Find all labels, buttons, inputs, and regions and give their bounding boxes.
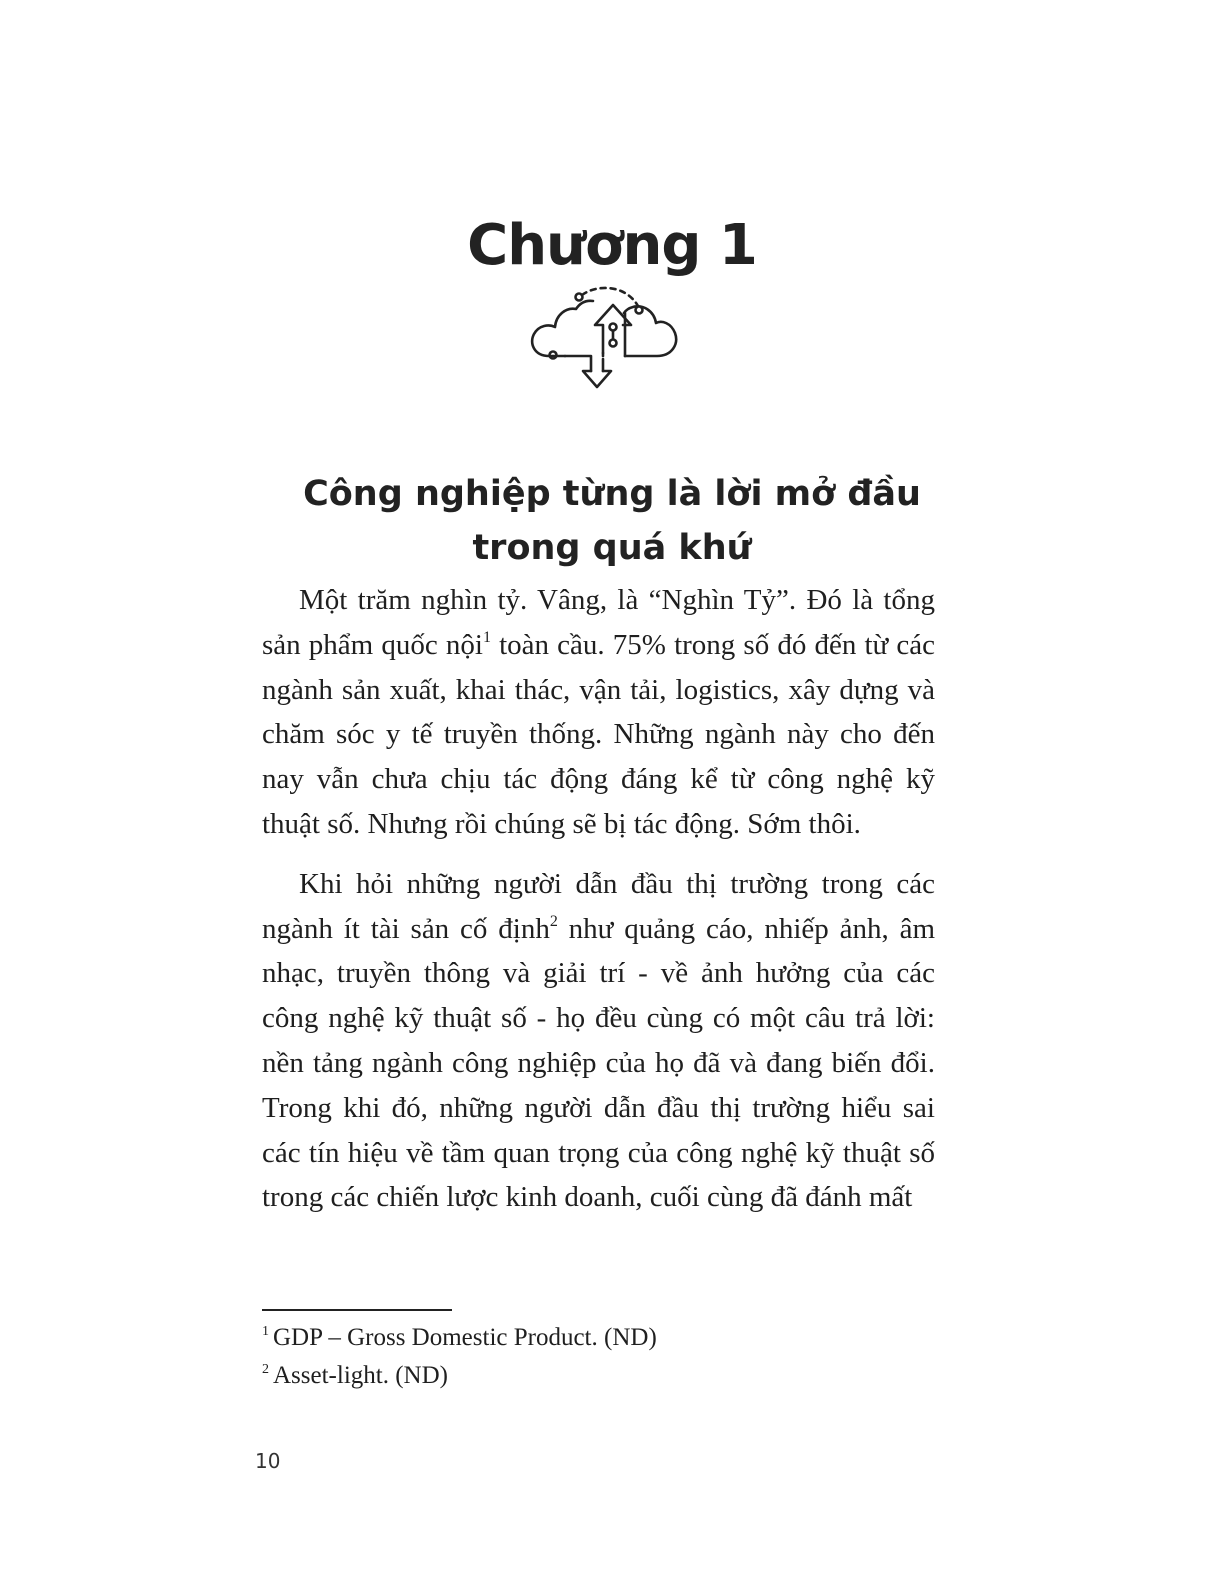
paragraph-1 bbox=[262, 578, 935, 847]
footnote-mark-2: 2 bbox=[262, 1362, 269, 1377]
footnote-2 bbox=[262, 1357, 935, 1395]
section-heading-line-1: Công nghiệp từng là lời mở đầu bbox=[303, 474, 921, 515]
footnote-divider bbox=[262, 1309, 452, 1311]
chapter-title: Chương 1 bbox=[467, 212, 757, 278]
footnote-text-1: GDP – Gross Domestic Product. (ND) bbox=[273, 1324, 657, 1351]
cloud-upload-download-icon bbox=[525, 283, 685, 395]
page-number: 10 bbox=[255, 1449, 281, 1473]
footnote-1 bbox=[262, 1319, 935, 1357]
body-text bbox=[262, 578, 935, 1220]
section-heading-line-2: trong quá khứ bbox=[472, 528, 752, 569]
footnotes bbox=[262, 1319, 935, 1395]
section-heading bbox=[200, 467, 1024, 575]
footnote-ref-1[interactable]: 1 bbox=[482, 628, 491, 646]
footnote-text-2: Asset-light. (ND) bbox=[273, 1362, 448, 1389]
paragraph-2-text-b: như quảng cáo, nhiếp ảnh, âm nhạc, truyền thông và giải trí - về ảnh hưởng của các công nghệ kỹ thuật số - họ đều cùng có một câu trả lời: nền tảng ngành công nghiệp của họ đã và đang biến đổi. Trong khi đó, những người dẫn đầu thị trường hiểu sai các tín hiệu về tầm quan trọng của công nghệ kỹ thuật số trong các chiến lược kinh doanh, cuối cùng đã đánh mất bbox=[262, 912, 936, 1214]
paragraph-1-text-b: toàn cầu. 75% trong số đó đến từ các ngành sản xuất, khai thác, vận tải, logistics, xây dựng và chăm sóc y tế truyền thống. Những ngành này cho đến nay vẫn chưa chịu tác động đáng kể từ công nghệ kỹ thuật số. Nhưng rồi chúng sẽ bị tác động. Sớm thôi. bbox=[262, 628, 936, 840]
paragraph-2 bbox=[262, 862, 935, 1220]
footnote-mark-1: 1 bbox=[262, 1324, 269, 1339]
paragraph-2-text-a: Khi hỏi những người dẫn đầu thị trường trong các ngành ít tài sản cố định bbox=[262, 867, 935, 945]
footnote-ref-2[interactable]: 2 bbox=[549, 912, 558, 930]
paragraph-1-text-a: Một trăm nghìn tỷ. Vâng, là “Nghìn Tỷ”. Đó là tổng sản phẩm quốc nội bbox=[262, 584, 935, 661]
